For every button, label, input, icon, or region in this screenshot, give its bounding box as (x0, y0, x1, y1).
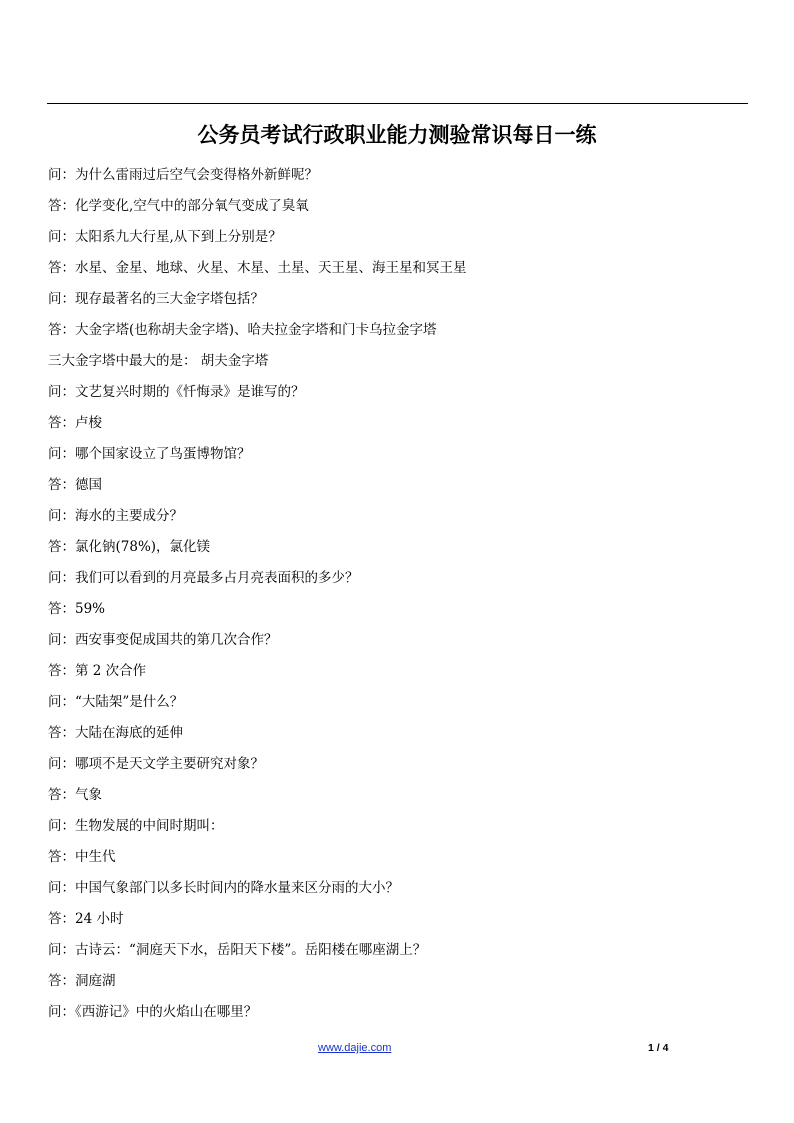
qa-line: 问：海水的主要成分？ (48, 508, 183, 524)
qa-line: 答：中生代 (48, 849, 116, 865)
qa-line: 答：大金字塔(也称胡夫金字塔)、哈夫拉金字塔和门卡乌拉金字塔 (48, 322, 437, 338)
qa-list (48, 164, 748, 1032)
qa-line: 答：水星、金星、地球、火星、木星、土星、天王星、海王星和冥王星 (48, 260, 467, 276)
qa-line: 问：《西游记》中的火焰山在哪里？ (48, 1004, 258, 1020)
header-divider (47, 103, 748, 104)
qa-line: 答：59% (48, 601, 106, 617)
qa-line: 问：西安事变促成国共的第几次合作？ (48, 632, 278, 648)
qa-line: 问：哪个国家设立了鸟蛋博物馆？ (48, 446, 251, 462)
qa-line: 答：卢梭 (48, 415, 102, 431)
footer-website-link[interactable]: www.dajie.com (318, 1042, 392, 1054)
qa-line: 问：古诗云：“洞庭天下水，岳阳天下楼”。岳阳楼在哪座湖上？ (48, 942, 427, 958)
qa-line: 答：大陆在海底的延伸 (48, 725, 183, 741)
qa-line: 答：洞庭湖 (48, 973, 116, 989)
qa-line: 问：文艺复兴时期的《忏悔录》是谁写的？ (48, 384, 305, 400)
qa-line: 答：化学变化,空气中的部分氧气变成了臭氧 (48, 198, 309, 214)
qa-line: 三大金字塔中最大的是： 胡夫金字塔 (48, 353, 269, 369)
document-title: 公务员考试行政职业能力测验常识每日一练 (197, 123, 597, 147)
qa-line: 答：24 小时 (48, 911, 124, 927)
qa-line: 答：气象 (48, 787, 102, 803)
qa-line: 问：生物发展的中间时期叫： (48, 818, 224, 834)
qa-line: 问：“大陆架”是什么？ (48, 694, 184, 710)
qa-line: 答：第 2 次合作 (48, 663, 147, 679)
qa-line: 问：现存最著名的三大金字塔包括？ (48, 291, 264, 307)
qa-line: 问：为什么雷雨过后空气会变得格外新鲜呢？ (48, 167, 318, 183)
qa-line: 问：哪项不是天文学主要研究对象？ (48, 756, 264, 772)
page-indicator: 1 / 4 (648, 1042, 669, 1054)
qa-line: 问：我们可以看到的月亮最多占月亮表面积的多少？ (48, 570, 359, 586)
qa-line: 问：中国气象部门以多长时间内的降水量来区分雨的大小？ (48, 880, 399, 896)
qa-line: 答：德国 (48, 477, 102, 493)
qa-line: 问：太阳系九大行星,从下到上分别是？ (48, 229, 282, 245)
qa-line: 答：氯化钠(78%)，氯化镁 (48, 539, 211, 555)
